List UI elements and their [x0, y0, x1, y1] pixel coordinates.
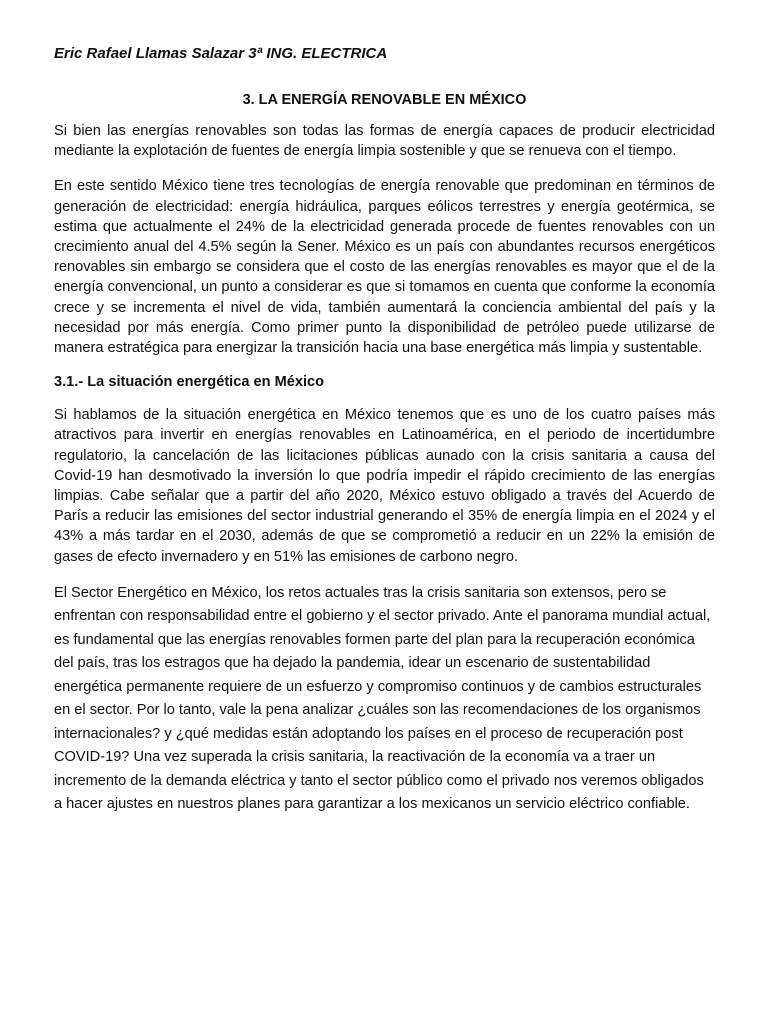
subsection-title: 3.1.- La situación energética en México	[54, 374, 325, 391]
section-paragraph-2: En este sentido México tiene tres tecnologías de energía renovable que predominan en términos de generación de electricidad: energía hidráulica, parques eólicos terrestres y energía geotérmica, se estima que actualmente el 24% de la electricidad generada procede de fuentes renovables con un crecimiento anual del 4.5% según la Sener. México es un país con abundantes recursos energéticos renovables sin embargo se considera que el costo de las energías renovables es mayor que el de la energía convencional, un punto a considerar es que si tomamos en cuenta que conforme la economía crece y se incrementa el nivel de vida, también aumentará la conciencia ambiental del país y la necesidad por más energía. Como primer punto la disponibilidad de petróleo puede utilizarse de manera estratégica para energizar la transición hacia una base energética más limpia y sustentable.	[54, 178, 715, 357]
subsection-paragraph-2: El Sector Energético en México, los retos actuales tras la crisis sanitaria son extensos, pero se enfrentan con responsabilidad entre el gobierno y el sector privado. Ante el panorama mundial actual, es fundamental que las energías renovables formen parte del plan para la recuperación económica del país, tras los estragos que ha dejado la pandemia, idear un escenario de sustentabilidad energética permanente requiere de un esfuerzo y compromiso continuos y de cambios estructurales en el sector. Por lo tanto, vale la pena analizar ¿cuáles son las recomendaciones de los organismos internacionales? y ¿qué medidas están adoptando los países en el proceso de recuperación post COVID-19? Una vez superada la crisis sanitaria, la reactivación de la economía va a traer un incremento de la demanda eléctrica y tanto el sector público como el privado nos veremos obligados a hacer ajustes en nuestros planes para garantizar a los mexicanos un servicio eléctrico confiable.	[54, 584, 711, 813]
author-line: Eric Rafael Llamas Salazar 3ª ING. ELECTRICA	[54, 45, 388, 62]
subsection-paragraph-1: Si hablamos de la situación energética en México tenemos que es uno de los cuatro países más atractivos para invertir en energías renovables en Latinoamérica, en el periodo de incertidumbre regulatorio, la cancelación de las licitaciones públicas aunado con la crisis sanitaria a causa del Covid-19 han desmotivado la inversión lo que podría impedir el rápido crecimiento de las energías limpias. Cabe señalar que a partir del año 2020, México estuvo obligado a través del Acuerdo de París a reducir las emisiones del sector industrial generando el 35% de energía limpia en el 2024 y el 43% a más tardar en el 2030, además de que se comprometió a reducir en un 22% la emisión de gases de efecto invernadero y en 51% las emisiones de carbono negro.	[54, 407, 715, 565]
document-page	[54, 44, 715, 817]
section-title: 3. LA ENERGÍA RENOVABLE EN MÉXICO	[242, 92, 527, 108]
section-paragraph-1: Si bien las energías renovables son todas las formas de energía capaces de producir electricidad mediante la explotación de fuentes de energía limpia sostenible y que se renueva con el tiempo.	[54, 123, 715, 160]
